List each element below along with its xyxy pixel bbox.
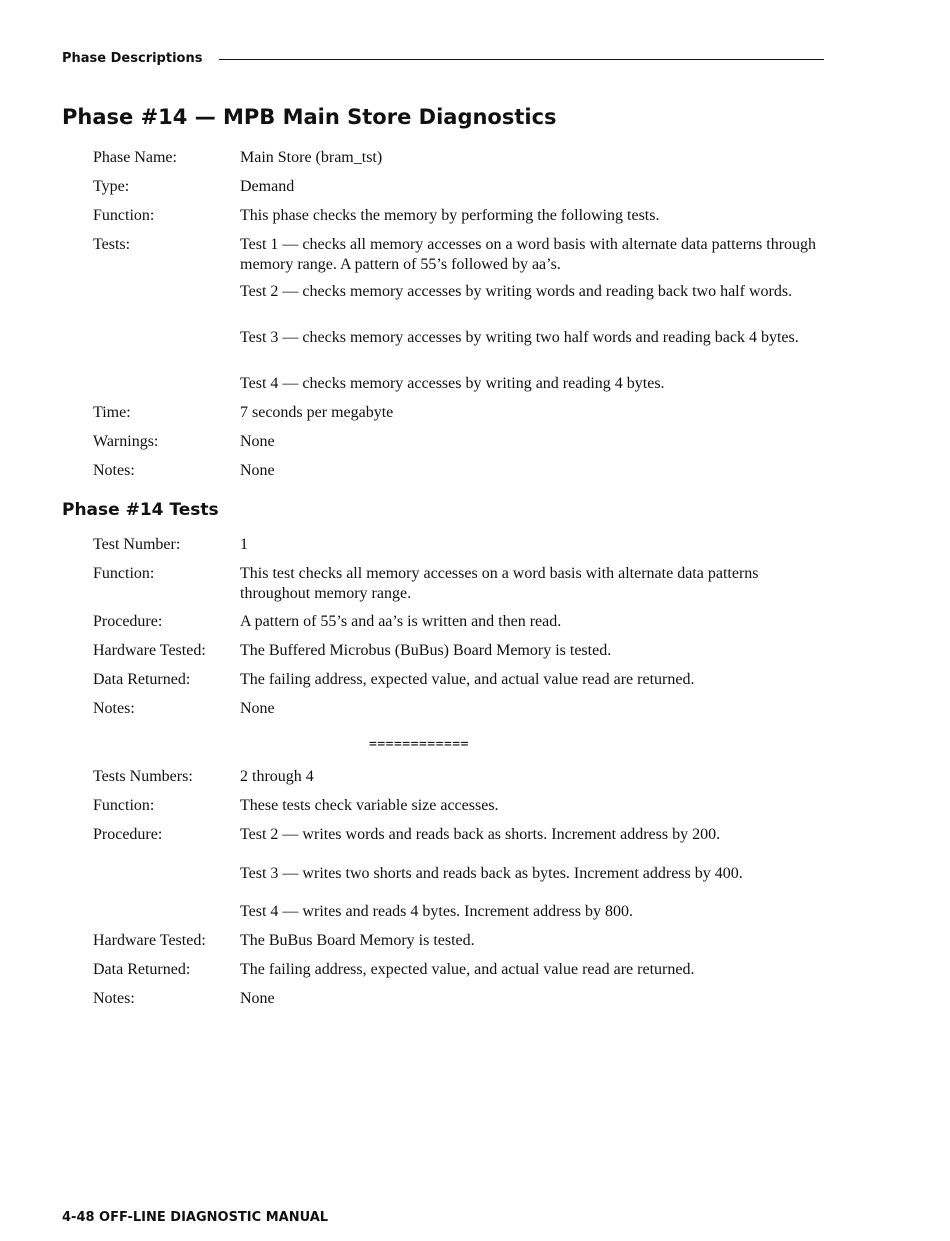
type-label: Type: — [93, 178, 130, 195]
procedure-step: Test 4 — writes and reads 4 bytes. Increment address by 800. — [240, 903, 633, 920]
test-number-label: Test Number: — [93, 536, 181, 553]
procedure-step: Test 3 — writes two shorts and reads back as bytes. Increment address by 400. — [240, 865, 743, 882]
test-function-value: This test checks all memory accesses on a word basis with alternate data patterns throughout memory range. — [240, 565, 759, 602]
warnings-label: Warnings: — [93, 433, 159, 450]
type-value: Demand — [240, 178, 295, 195]
tests-numbers-value: 2 through 4 — [240, 768, 314, 785]
section-separator: ============ — [369, 737, 469, 752]
tests-numbers-label: Tests Numbers: — [93, 768, 193, 785]
function-value: This phase checks the memory by performing the following tests. — [240, 207, 660, 224]
phase-name-value: Main Store (bram_tst) — [240, 149, 383, 166]
test-description: Test 3 — checks memory accesses by writing two half words and reading back 4 bytes. — [240, 329, 799, 346]
test-notes-label: Notes: — [93, 700, 135, 717]
test-description: Test 4 — checks memory accesses by writing and reading 4 bytes. — [240, 375, 665, 392]
tests-notes-label: Notes: — [93, 990, 135, 1007]
header-rule — [219, 59, 824, 60]
header-section-title: Phase Descriptions — [62, 51, 203, 66]
procedure-step: Test 2 — writes words and reads back as shorts. Increment address by 200. — [240, 826, 721, 843]
tests-label: Tests: — [93, 236, 131, 253]
test-hardware-value: The Buffered Microbus (BuBus) Board Memory is tested. — [240, 642, 612, 659]
test-data-value: The failing address, expected value, and actual value read are returned. — [240, 671, 695, 688]
test-data-label: Data Returned: — [93, 671, 191, 688]
tests-function-label: Function: — [93, 797, 155, 814]
tests-data-label: Data Returned: — [93, 961, 191, 978]
test-notes-value: None — [240, 700, 275, 717]
test-description: Test 1 — checks all memory accesses on a word basis with alternate data patterns through memory range. A pattern of 55’s followed by aa’s. — [240, 236, 817, 273]
test-description: Test 2 — checks memory accesses by writing words and reading back two half words. — [240, 283, 793, 300]
tests-procedure-label: Procedure: — [93, 826, 163, 843]
test-hardware-label: Hardware Tested: — [93, 642, 206, 659]
page-footer: 4-48 OFF-LINE DIAGNOSTIC MANUAL — [62, 1210, 329, 1225]
tests-data-value: The failing address, expected value, and actual value read are returned. — [240, 961, 695, 978]
time-value: 7 seconds per megabyte — [240, 404, 394, 421]
test-function-label: Function: — [93, 565, 155, 582]
running-header — [62, 50, 824, 68]
phase-name-label: Phase Name: — [93, 149, 177, 166]
test-procedure-value: A pattern of 55’s and aa’s is written and then read. — [240, 613, 562, 630]
notes-value: None — [240, 462, 275, 479]
notes-label: Notes: — [93, 462, 135, 479]
warnings-value: None — [240, 433, 275, 450]
tests-hardware-value: The BuBus Board Memory is tested. — [240, 932, 475, 949]
test-procedure-label: Procedure: — [93, 613, 163, 630]
page-title: Phase #14 — MPB Main Store Diagnostics — [62, 105, 557, 129]
tests-function-value: These tests check variable size accesses. — [240, 797, 499, 814]
tests-heading: Phase #14 Tests — [62, 500, 219, 520]
function-label: Function: — [93, 207, 155, 224]
tests-hardware-label: Hardware Tested: — [93, 932, 206, 949]
tests-notes-value: None — [240, 990, 275, 1007]
test-number-value: 1 — [240, 536, 248, 553]
time-label: Time: — [93, 404, 131, 421]
